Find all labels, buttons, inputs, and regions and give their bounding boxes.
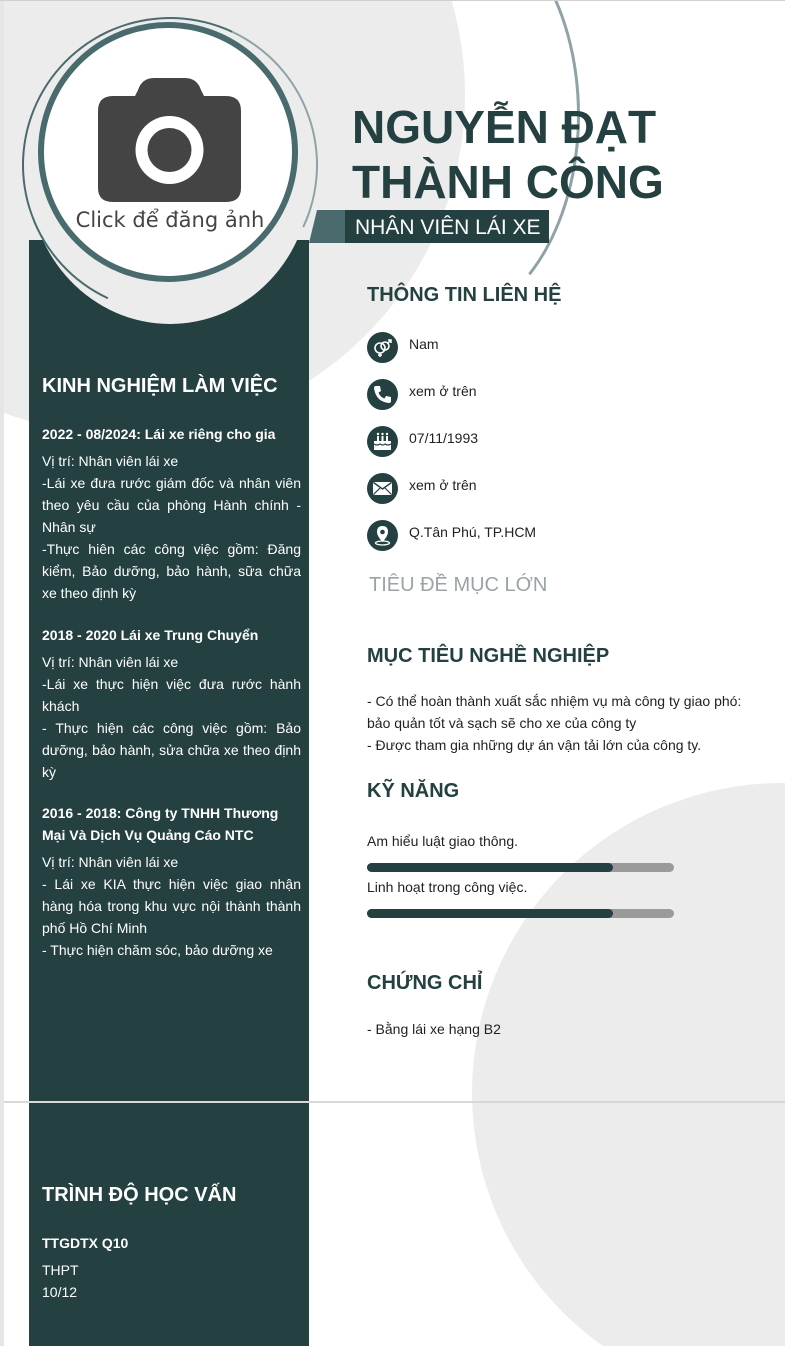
experience-title: 2018 - 2020 Lái xe Trung Chuyển bbox=[42, 627, 259, 643]
email-icon bbox=[367, 473, 398, 504]
location-icon bbox=[367, 520, 398, 551]
experience-item bbox=[42, 624, 301, 783]
education-line: 10/12 bbox=[42, 1284, 78, 1300]
objective-section-title: MỤC TIÊU NGHỀ NGHIỆP bbox=[367, 645, 610, 667]
contact-address: Q.Tân Phú, TP.HCM bbox=[409, 524, 537, 540]
contact-phone: xem ở trên bbox=[409, 383, 477, 399]
experience-line: Vị trí: Nhân viên lái xe bbox=[42, 654, 179, 670]
candidate-name bbox=[352, 100, 772, 210]
skill-label: Am hiểu luật giao thông. bbox=[367, 833, 518, 849]
photo-upload-label[interactable]: Click để đăng ảnh bbox=[75, 208, 265, 232]
gender-icon bbox=[367, 332, 398, 363]
experience-line: -Thực hiên các công việc gồm: Đăng kiểm, Bảo dưỡng, bảo hành, sữa chữa xe theo định kỳ bbox=[42, 541, 301, 601]
experience-title: 2016 - 2018: Công ty TNHH Thương Mại Và Dịch Vụ Quảng Cáo NTC bbox=[42, 805, 279, 843]
page-break-line bbox=[0, 1101, 785, 1103]
birthday-cake-icon bbox=[367, 426, 398, 457]
education-school: TTGDTX Q10 bbox=[42, 1235, 129, 1251]
experience-item bbox=[42, 423, 301, 604]
camera-icon[interactable] bbox=[98, 78, 241, 202]
experience-line: -Lái xe đưa rước giám đốc và nhân viên theo yêu cầu của phòng Hành chính - Nhân sự bbox=[42, 475, 301, 535]
education-line: THPT bbox=[42, 1262, 79, 1278]
objective-text bbox=[367, 690, 767, 756]
page-edge-top bbox=[0, 0, 785, 1]
name-line-2: THÀNH CÔNG bbox=[352, 156, 664, 208]
experience-line: - Lái xe KIA thực hiện việc giao nhận hàng hóa trong khu vực nội thành thành phố Hồ Chí Minh bbox=[42, 876, 301, 936]
experience-line: Vị trí: Nhân viên lái xe bbox=[42, 453, 179, 469]
left-sidebar bbox=[29, 240, 309, 1346]
page-edge bbox=[0, 0, 4, 1346]
contact-birthday: 07/11/1993 bbox=[409, 430, 479, 446]
experience-line: Vị trí: Nhân viên lái xe bbox=[42, 854, 179, 870]
skill-bar bbox=[367, 863, 674, 872]
education-item bbox=[42, 1232, 301, 1303]
contact-email: xem ở trên bbox=[409, 477, 477, 493]
objective-line: - Được tham gia những dự án vận tải lớn của công ty. bbox=[367, 737, 702, 753]
phone-icon bbox=[367, 379, 398, 410]
skills-section-title: KỸ NĂNG bbox=[367, 780, 460, 802]
skill-bar-fill bbox=[367, 863, 613, 872]
experience-section-title: KINH NGHIỆM LÀM VIỆC bbox=[42, 375, 278, 397]
experience-item bbox=[42, 802, 301, 961]
placeholder-section-title[interactable]: TIÊU ĐỀ MỤC LỚN bbox=[369, 574, 548, 596]
experience-line: - Thực hiện chăm sóc, bảo dưỡng xe bbox=[42, 942, 273, 958]
experience-line: - Thực hiện các công việc gồm: Bảo dưỡng, bảo hành, sửa chữa xe theo định kỳ bbox=[42, 720, 301, 780]
experience-title: 2022 - 08/2024: Lái xe riêng cho gia bbox=[42, 426, 276, 442]
experience-line: -Lái xe thực hiện việc đưa rước hành khách bbox=[42, 676, 301, 714]
job-title: NHÂN VIÊN LÁI XE bbox=[345, 210, 549, 243]
contact-gender: Nam bbox=[409, 336, 439, 352]
contact-section-title: THÔNG TIN LIÊN HỆ bbox=[367, 284, 562, 306]
objective-line: - Có thể hoàn thành xuất sắc nhiệm vụ mà công ty giao phó: bảo quản tốt và sạch sẽ cho xe của công ty bbox=[367, 693, 742, 731]
certificate-line: - Bằng lái xe hạng B2 bbox=[367, 1021, 501, 1037]
name-line-1: NGUYỄN ĐẠT bbox=[352, 101, 657, 153]
skill-label: Linh hoạt trong công việc. bbox=[367, 879, 528, 895]
education-section-title: TRÌNH ĐỘ HỌC VẤN bbox=[42, 1184, 237, 1206]
skill-bar-fill bbox=[367, 909, 613, 918]
skill-bar bbox=[367, 909, 674, 918]
certificates-section-title: CHỨNG CHỈ bbox=[367, 972, 483, 994]
